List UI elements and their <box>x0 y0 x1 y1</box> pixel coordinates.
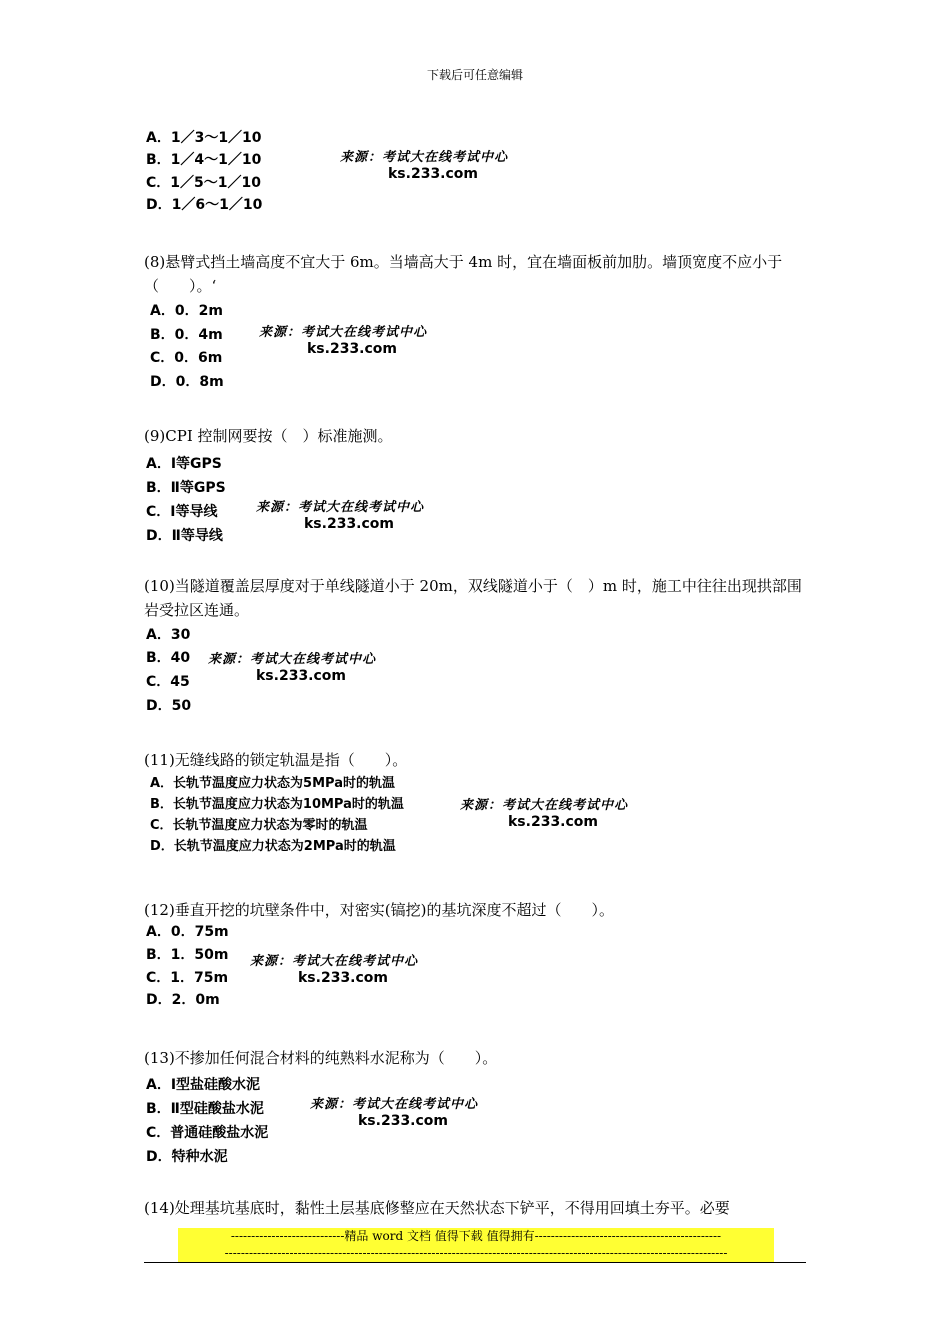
q10-stem: (10)当隧道覆盖层厚度对于单线隧道小于 20m，双线隧道小于（ ）m 时，施工中往往出现拱部围岩受拉区连通。 <box>144 577 802 619</box>
watermark-url: ks.233.com <box>307 341 398 357</box>
watermark-url: ks.233.com <box>388 166 479 182</box>
q12-option-a: A．0．75m <box>146 924 229 940</box>
q7-option-d: D．1／6～1／10 <box>146 197 263 213</box>
q13-stem: (13)不掺加任何混合材料的纯熟料水泥称为（ ）。 <box>144 1049 498 1067</box>
footer-line-2: ---------------------------------------------------------------------------------------------------------------------------- <box>224 1246 728 1260</box>
q12-stem: (12)垂直开挖的坑壁条件中，对密实(镐挖)的基坑深度不超过（ ）。 <box>144 901 614 919</box>
watermark-source: 来源：考试大在线考试中心 <box>460 798 629 813</box>
q9-option-c: C．Ⅰ等导线 <box>146 504 218 520</box>
watermark <box>460 797 628 831</box>
watermark <box>250 953 418 987</box>
q11-stem: (11)无缝线路的锁定轨温是指（ ）。 <box>144 751 408 769</box>
q8-stem: (8)悬臂式挡土墙高度不宜大于 6m。当墙高大于 4m 时，宜在墙面板前加肋。墙顶宽度不应小于（ ）。‘ <box>144 253 783 295</box>
q11-option-c: C．长轨节温度应力状态为零时的轨温 <box>150 818 368 833</box>
q8-option-b: B．0．4m <box>150 327 223 343</box>
footer-banner <box>178 1228 774 1262</box>
footer-line-1: ----------------------------精品 word 文档 值得下载 值得拥有---------------------------------------------- <box>230 1229 722 1243</box>
q9-option-b: B．Ⅱ等GPS <box>146 480 226 496</box>
watermark-source: 来源：考试大在线考试中心 <box>259 325 428 340</box>
q10-option-c: C．45 <box>146 674 190 690</box>
watermark-url: ks.233.com <box>256 668 347 684</box>
footer-rule <box>144 1262 806 1263</box>
watermark-source: 来源：考试大在线考试中心 <box>310 1097 479 1112</box>
watermark-url: ks.233.com <box>304 516 395 532</box>
watermark <box>259 324 427 358</box>
watermark-source: 来源：考试大在线考试中心 <box>250 954 419 969</box>
watermark-url: ks.233.com <box>508 814 599 830</box>
q8-option-a: A．0．2m <box>150 303 223 319</box>
q12-option-b: B．1．50m <box>146 947 229 963</box>
q13-option-b: B．Ⅱ型硅酸盐水泥 <box>146 1101 264 1117</box>
q13-option-d: D．特种水泥 <box>146 1149 228 1165</box>
watermark <box>208 651 376 685</box>
q11-option-b: B．长轨节温度应力状态为10MPa时的轨温 <box>150 797 404 812</box>
page-header: 下载后可任意编辑 <box>426 68 523 82</box>
q8-option-d: D．0．8m <box>150 374 224 390</box>
watermark <box>340 149 508 183</box>
q9-stem: (9)CPI 控制网要按（ ）标准施测。 <box>144 427 393 445</box>
watermark-url: ks.233.com <box>298 970 389 986</box>
q9-option-a: A．Ⅰ等GPS <box>146 456 222 472</box>
watermark <box>310 1096 478 1130</box>
q11-option-d: D．长轨节温度应力状态为2MPa时的轨温 <box>150 839 396 854</box>
q10-option-b: B．40 <box>146 650 191 666</box>
q11-option-a: A．长轨节温度应力状态为5MPa时的轨温 <box>150 776 395 791</box>
q7-option-c: C．1／5～1／10 <box>146 175 261 191</box>
q10-option-a: A．30 <box>146 627 191 643</box>
q8-option-c: C．0．6m <box>150 350 223 366</box>
q10-option-d: D．50 <box>146 698 192 714</box>
watermark-source: 来源：考试大在线考试中心 <box>340 150 509 165</box>
q7-option-a: A．1／3～1／10 <box>146 130 262 146</box>
q14-stem: (14)处理基坑基底时，黏性土层基底修整应在天然状态下铲平，不得用回填土夯平。必要 <box>144 1199 730 1217</box>
q7-option-b: B．1／4～1／10 <box>146 152 262 168</box>
q12-option-d: D．2．0m <box>146 992 220 1008</box>
watermark-url: ks.233.com <box>358 1113 449 1129</box>
q13-option-a: A．Ⅰ型盐硅酸水泥 <box>146 1077 261 1093</box>
watermark-source: 来源：考试大在线考试中心 <box>256 500 425 515</box>
q12-option-c: C．1．75m <box>146 970 229 986</box>
watermark-source: 来源：考试大在线考试中心 <box>208 652 377 667</box>
q13-option-c: C．普通硅酸盐水泥 <box>146 1125 269 1141</box>
q9-option-d: D．Ⅱ等导线 <box>146 528 223 544</box>
watermark <box>256 499 424 533</box>
